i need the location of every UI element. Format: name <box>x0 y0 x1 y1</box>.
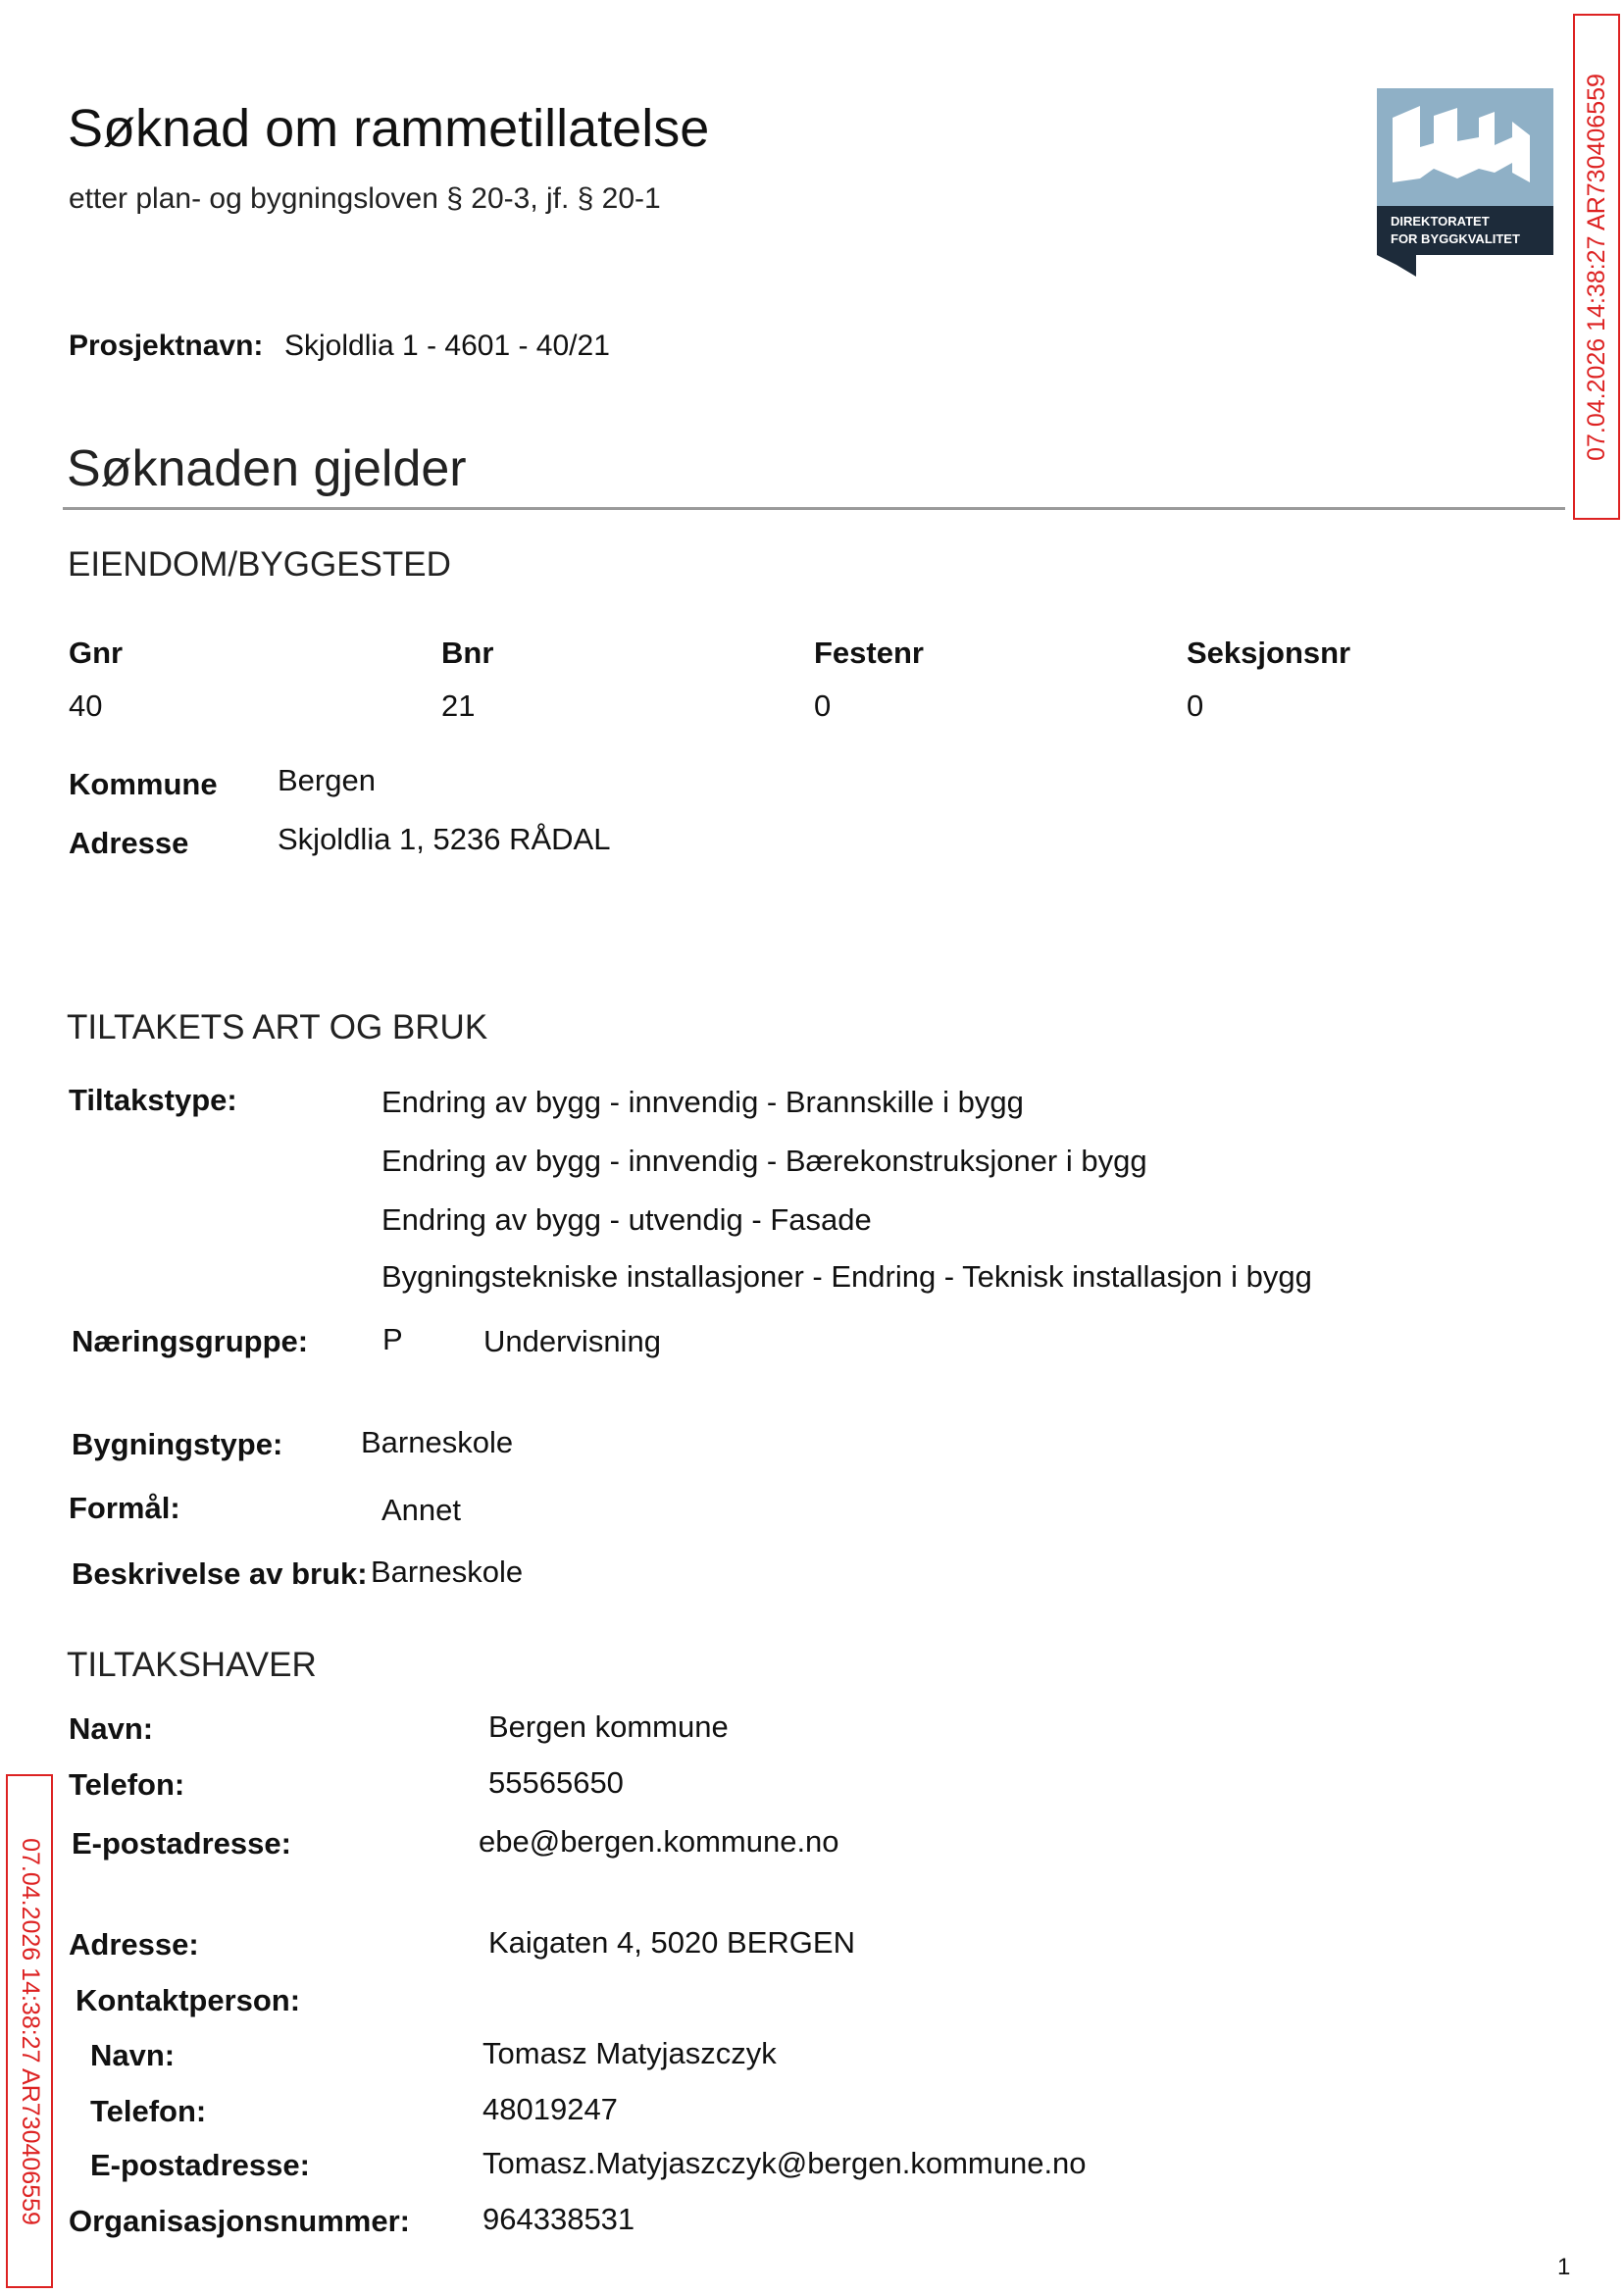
naeringsgruppe-label: Næringsgruppe: <box>72 1324 309 1358</box>
gnr-value: 40 <box>69 688 103 723</box>
formaal-label: Formål: <box>69 1491 180 1525</box>
kontaktperson-label: Kontaktperson: <box>76 1983 301 2017</box>
tiltakstype-item: Endring av bygg - innvendig - Brannskille i bygg <box>381 1085 1024 1119</box>
naeringsgruppe-code: P <box>382 1322 403 1356</box>
tiltakstype-item: Endring av bygg - utvendig - Fasade <box>381 1202 872 1237</box>
tiltakstype-item: Endring av bygg - innvendig - Bærekonstruksjoner i bygg <box>381 1144 1147 1178</box>
stamp-top-right <box>1573 14 1620 520</box>
kontakt-epost-value: Tomasz.Matyjaszczyk@bergen.kommune.no <box>482 2146 1087 2180</box>
kontakt-navn-label: Navn: <box>90 2038 176 2072</box>
section-divider <box>63 507 1565 510</box>
adresse-value: Skjoldlia 1, 5236 RÅDAL <box>278 822 611 856</box>
stamp-top-text: 07.04.2026 14:38:27 AR730406559 <box>1582 73 1610 461</box>
bnr-label: Bnr <box>441 636 494 670</box>
beskrivelse-bruk-label: Beskrivelse av bruk: <box>72 1556 368 1591</box>
dibk-logo <box>1377 88 1553 277</box>
seksjonsnr-label: Seksjonsnr <box>1187 636 1351 670</box>
tiltakstype-label: Tiltakstype: <box>69 1083 237 1117</box>
tiltakshaver-epost-value: ebe@bergen.kommune.no <box>479 1824 839 1859</box>
tiltakshaver-navn-value: Bergen kommune <box>488 1709 729 1744</box>
tiltak-heading: TILTAKETS ART OG BRUK <box>67 1008 488 1046</box>
festenr-value: 0 <box>814 688 832 723</box>
kontakt-telefon-label: Telefon: <box>90 2094 207 2128</box>
adresse-label: Adresse <box>69 826 189 860</box>
tiltakshaver-epost-label: E-postadresse: <box>72 1826 291 1861</box>
seksjonsnr-value: 0 <box>1187 688 1204 723</box>
kontakt-telefon-value: 48019247 <box>482 2092 618 2126</box>
tiltakshaver-adresse-value: Kaigaten 4, 5020 BERGEN <box>488 1925 855 1960</box>
organisasjonsnummer-label: Organisasjonsnummer: <box>69 2204 410 2238</box>
tiltakshaver-heading: TILTAKSHAVER <box>67 1646 317 1684</box>
property-heading: EIENDOM/BYGGESTED <box>68 545 451 584</box>
kommune-label: Kommune <box>69 767 218 801</box>
project-value: Skjoldlia 1 - 4601 - 40/21 <box>284 330 610 362</box>
logo-text-line-1: DIREKTORATET <box>1391 214 1490 229</box>
kommune-value: Bergen <box>278 763 376 797</box>
project-label: Prosjektnavn: <box>69 330 264 362</box>
logo-text-line-2: FOR BYGGKVALITET <box>1391 231 1520 246</box>
tiltakshaver-telefon-value: 55565650 <box>488 1765 624 1800</box>
gnr-label: Gnr <box>69 636 124 670</box>
bnr-value: 21 <box>441 688 476 723</box>
festenr-label: Festenr <box>814 636 924 670</box>
organisasjonsnummer-value: 964338531 <box>482 2202 635 2236</box>
beskrivelse-bruk-value: Barneskole <box>371 1555 524 1589</box>
stamp-left-text: 07.04.2026 14:38:27 AR730406559 <box>16 1837 44 2225</box>
bygningstype-label: Bygningstype: <box>72 1427 283 1461</box>
tiltakshaver-telefon-label: Telefon: <box>69 1767 185 1802</box>
tiltakshaver-adresse-label: Adresse: <box>69 1927 199 1962</box>
document-subtitle: etter plan- og bygningsloven § 20-3, jf. § 20-1 <box>69 182 661 215</box>
bygningstype-value: Barneskole <box>361 1425 514 1459</box>
kontakt-navn-value: Tomasz Matyjaszczyk <box>482 2036 777 2070</box>
page-number: 1 <box>1557 2254 1571 2280</box>
stamp-left <box>6 1774 53 2288</box>
section-title: Søknaden gjelder <box>67 440 467 497</box>
naeringsgruppe-value: Undervisning <box>483 1324 661 1358</box>
document-title: Søknad om rammetillatelse <box>68 99 710 158</box>
tiltakstype-item: Bygningstekniske installasjoner - Endring - Teknisk installasjon i bygg <box>381 1259 1312 1294</box>
tiltakshaver-navn-label: Navn: <box>69 1711 154 1746</box>
kontakt-epost-label: E-postadresse: <box>90 2148 310 2182</box>
formaal-value: Annet <box>381 1493 462 1527</box>
